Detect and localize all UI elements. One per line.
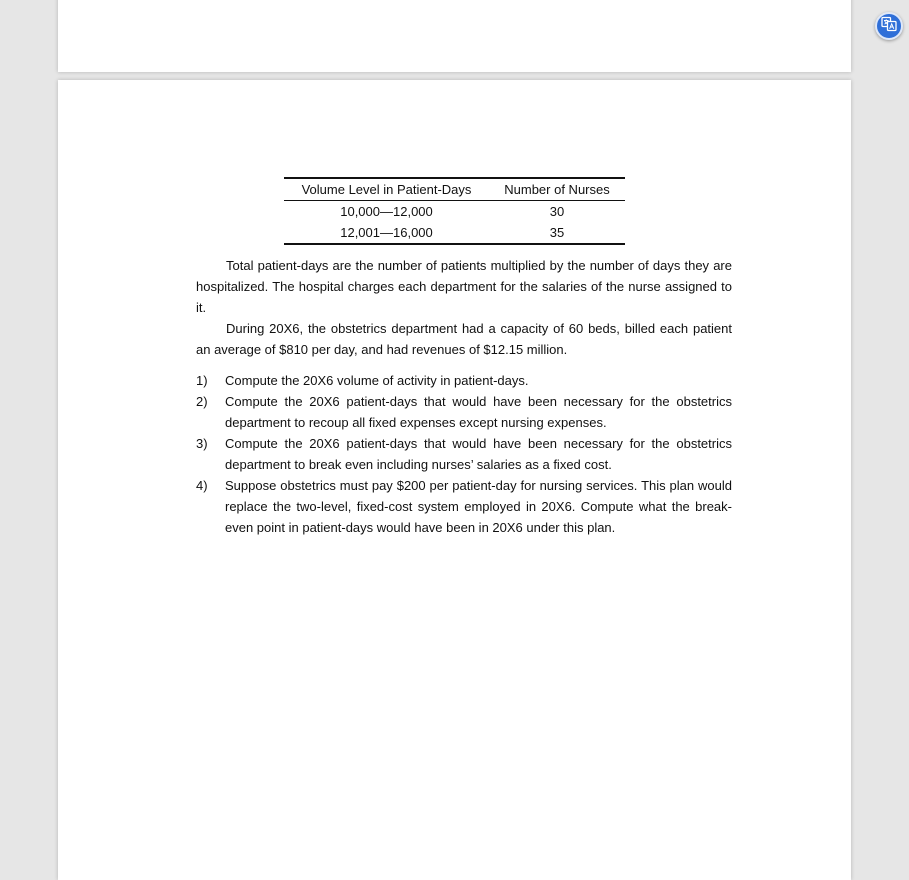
list-item-number: 1) (196, 373, 208, 388)
table-row (284, 222, 625, 244)
list-item-text: Compute the 20X6 volume of activity in patient-days. (225, 373, 529, 388)
question-list (196, 370, 732, 538)
list-item-number: 3) (196, 436, 208, 451)
table-cell-nurses: 35 (489, 222, 625, 244)
paragraph: During 20X6, the obstetrics department had a capacity of 60 beds, billed each patient an average of $810 per day, and had revenues of $12.15 million. (196, 321, 732, 357)
table-cell-nurses: 30 (549, 204, 565, 219)
table-row (284, 201, 625, 223)
list-item (196, 391, 732, 433)
list-item-number: 4) (196, 478, 208, 493)
table-header-row (284, 178, 625, 201)
list-item (196, 475, 732, 538)
table-cell-volume: 12,001—16,000 (284, 222, 489, 244)
paragraph: Total patient-days are the number of patients multiplied by the number of days they are hospitalized. The hospital charges each department for the salaries of the nurse assigned to it. (196, 258, 732, 315)
list-item-text: Suppose obstetrics must pay $200 per patient-day for nursing services. This plan would replace the two-level, fixed-cost system employed in 20X6. Compute what the break-even point in patient-days would have been in 20X6 under this plan. (225, 478, 732, 535)
list-item (196, 433, 732, 475)
table-header-cell: Number of Nurses (489, 178, 625, 201)
nurse-staffing-table (284, 177, 625, 245)
table-cell-volume: 10,000—12,000 (340, 204, 433, 219)
document-page-previous (58, 0, 851, 72)
list-item-text: Compute the 20X6 patient-days that would have been necessary for the obstetrics department to break even including nurses’ salaries as a fixed cost. (225, 436, 732, 472)
translate-icon (881, 16, 897, 37)
table-header-cell: Volume Level in Patient-Days (284, 178, 489, 201)
list-item-text: Compute the 20X6 patient-days that would have been necessary for the obstetrics department to recoup all fixed expenses except nursing expenses. (225, 394, 732, 430)
list-item-number: 2) (196, 394, 208, 409)
document-page-current (58, 80, 851, 880)
list-item (196, 370, 732, 391)
translate-button[interactable] (875, 12, 903, 40)
